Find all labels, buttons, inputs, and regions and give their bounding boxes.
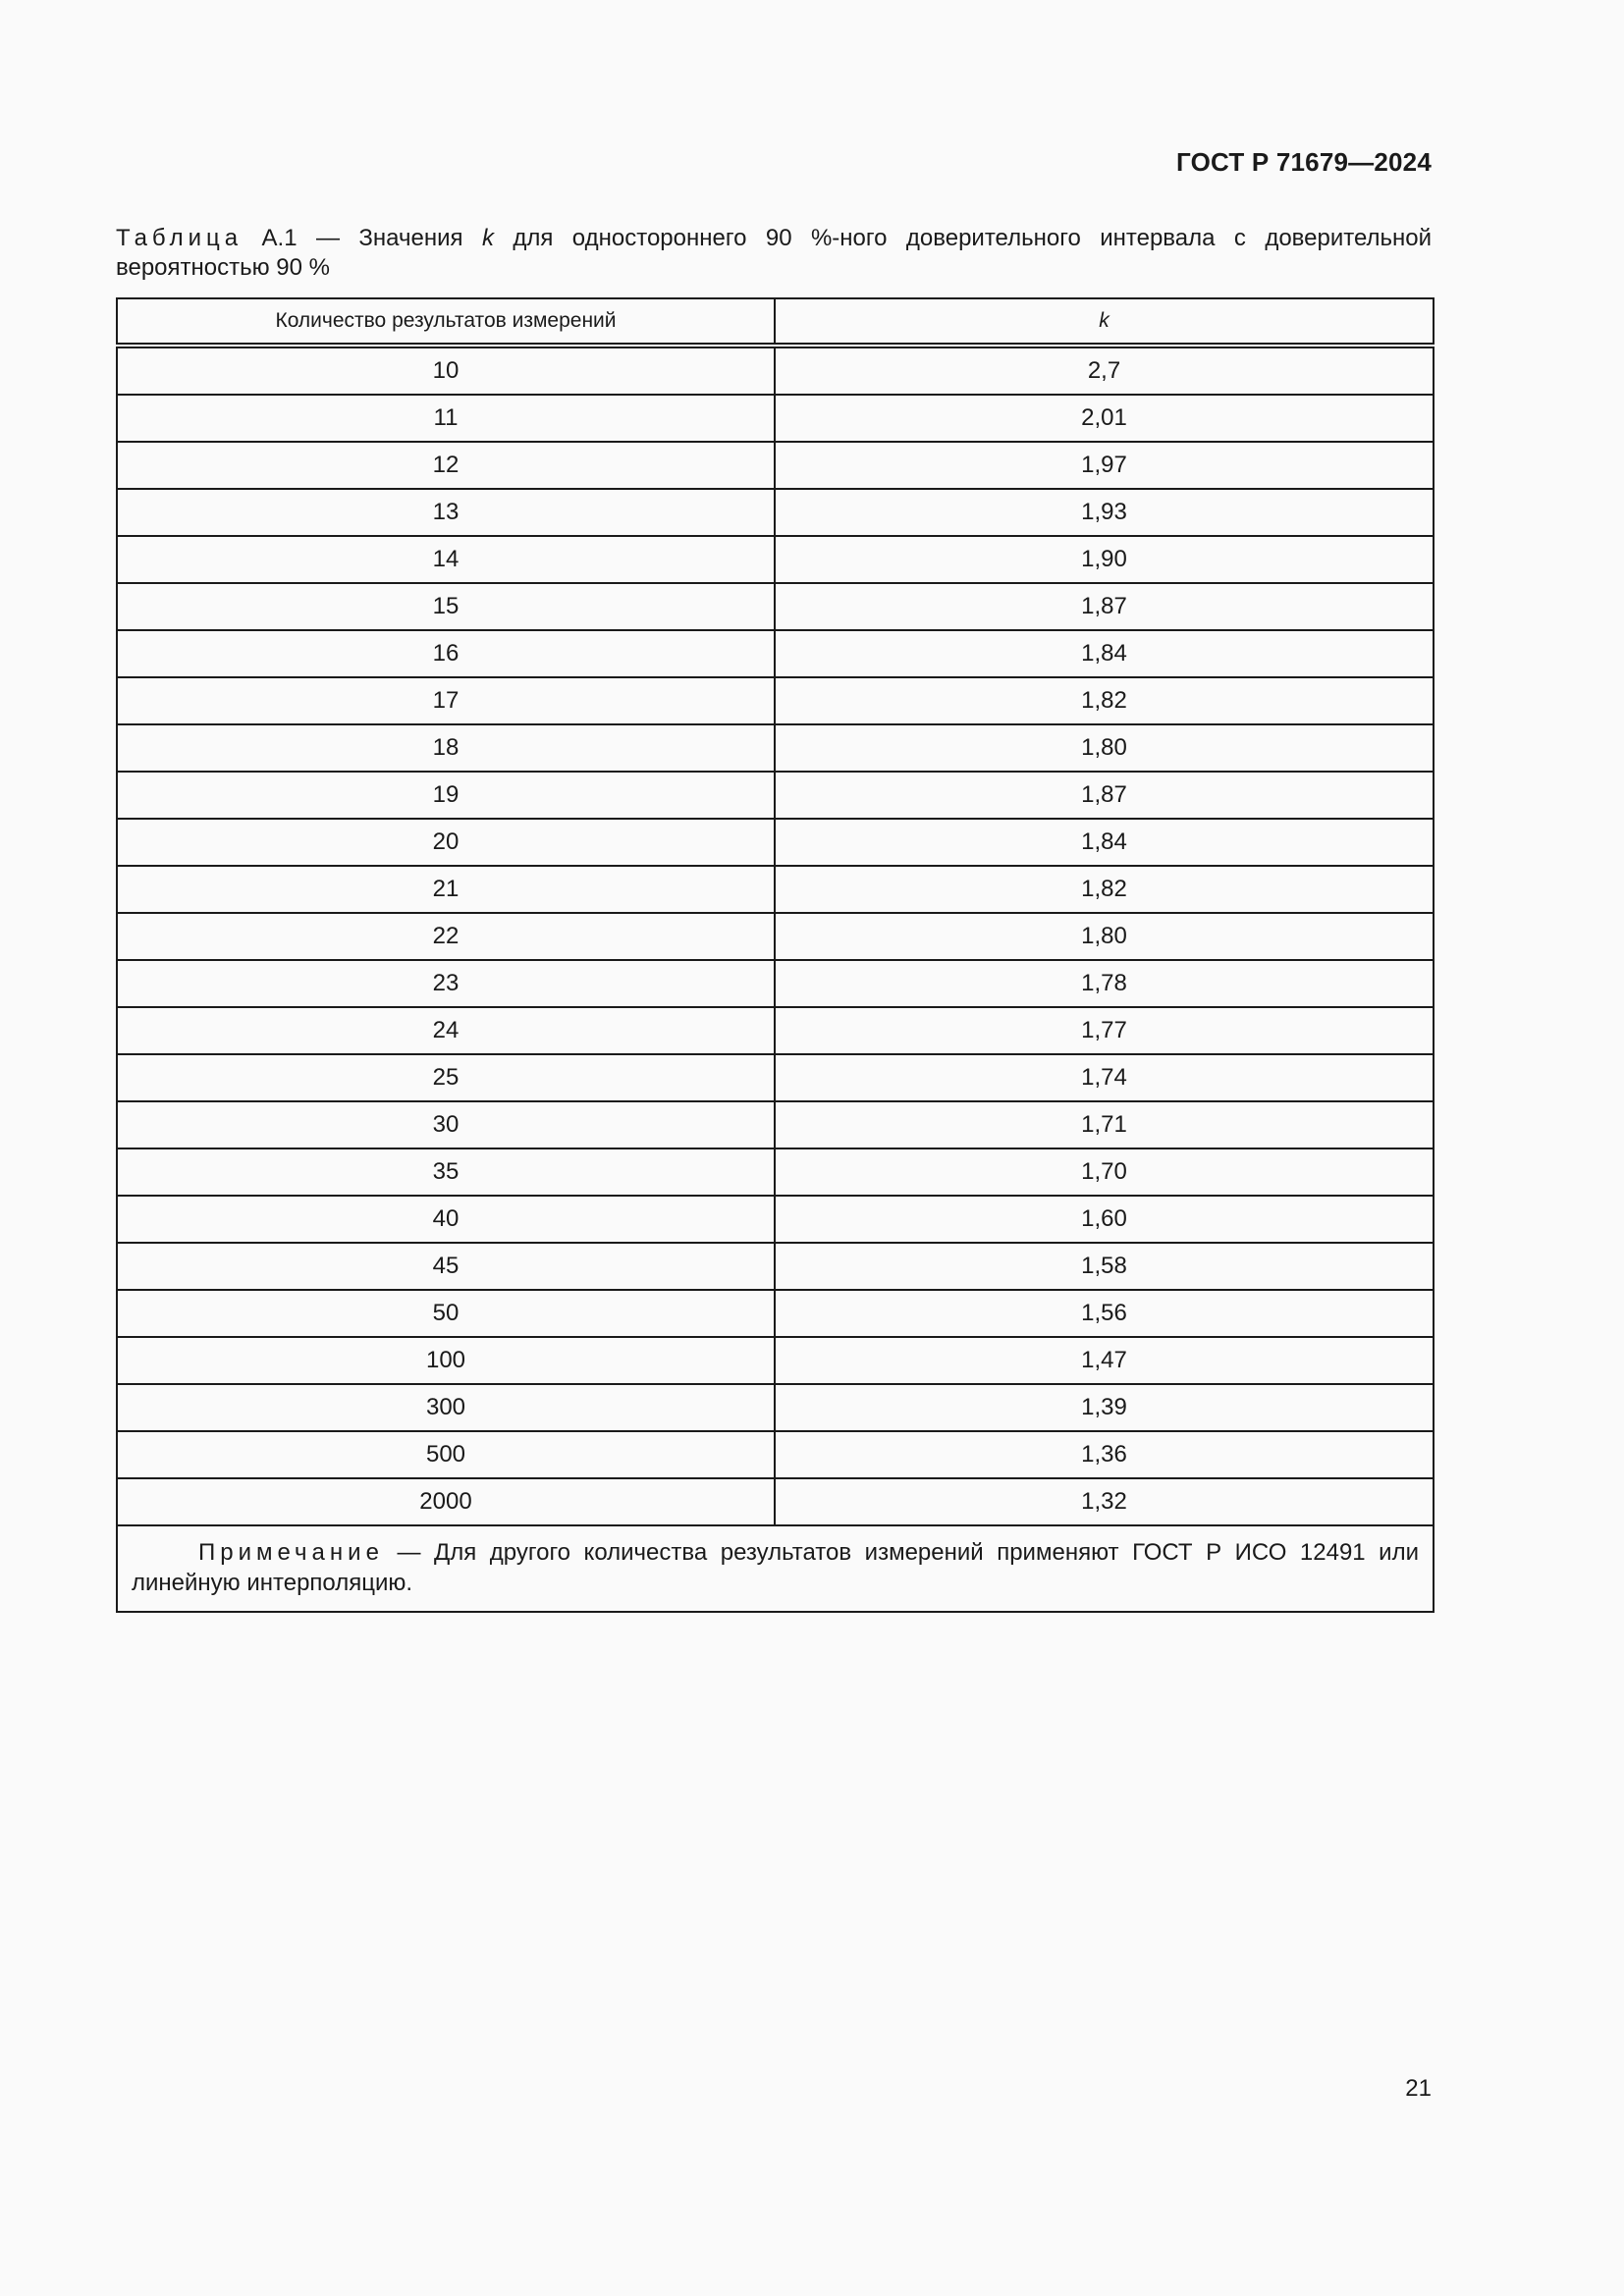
table-row [117,1290,1434,1337]
table-row [117,866,1434,913]
cell-k-value: 1,74 [775,1054,1434,1101]
caption-symbol: k [481,225,494,251]
cell-measurement-count: 19 [117,772,775,819]
cell-k-value: 1,82 [775,677,1434,724]
header-k: k [775,298,1434,346]
cell-k-value: 1,36 [775,1431,1434,1478]
table-row [117,913,1434,960]
table-note-row [117,1525,1434,1612]
table-row [117,630,1434,677]
cell-measurement-count: 35 [117,1148,775,1196]
table-row [117,1337,1434,1384]
page-number: 21 [1405,2075,1432,2102]
table-row [117,1431,1434,1478]
cell-k-value: 1,60 [775,1196,1434,1243]
cell-k-value: 1,77 [775,1007,1434,1054]
table-row [117,346,1434,395]
cell-k-value: 1,58 [775,1243,1434,1290]
table-row [117,1101,1434,1148]
note-text: — Для другого количества результатов измерений применяют ГОСТ Р ИСО 12491 или линейную интерполяцию. [132,1539,1419,1596]
cell-k-value: 1,32 [775,1478,1434,1525]
caption-number: А.1 — Значения [261,225,463,251]
table-row [117,724,1434,772]
table-caption [116,224,1432,283]
cell-k-value: 1,87 [775,583,1434,630]
cell-measurement-count: 500 [117,1431,775,1478]
table-row [117,1478,1434,1525]
cell-measurement-count: 13 [117,489,775,536]
table-row [117,677,1434,724]
cell-measurement-count: 14 [117,536,775,583]
cell-measurement-count: 16 [117,630,775,677]
k-values-table [116,297,1435,1613]
cell-measurement-count: 25 [117,1054,775,1101]
table-row [117,819,1434,866]
cell-k-value: 1,84 [775,630,1434,677]
table-row [117,1054,1434,1101]
cell-measurement-count: 21 [117,866,775,913]
cell-k-value: 1,71 [775,1101,1434,1148]
note-label: Примечание [198,1539,384,1566]
table-row [117,1148,1434,1196]
cell-measurement-count: 15 [117,583,775,630]
table-row [117,536,1434,583]
table-row [117,442,1434,489]
table-row [117,395,1434,442]
table-header-row [117,298,1434,346]
cell-measurement-count: 50 [117,1290,775,1337]
cell-measurement-count: 30 [117,1101,775,1148]
caption-text: для одностороннего 90 %-ного доверительного интервала с доверительной вероятностью 90 % [116,225,1433,281]
cell-k-value: 1,47 [775,1337,1434,1384]
cell-measurement-count: 100 [117,1337,775,1384]
table-row [117,960,1434,1007]
cell-k-value: 1,84 [775,819,1434,866]
table-note [117,1525,1434,1612]
table-row [117,1196,1434,1243]
table-row [117,772,1434,819]
cell-measurement-count: 2000 [117,1478,775,1525]
cell-k-value: 1,82 [775,866,1434,913]
cell-measurement-count: 12 [117,442,775,489]
cell-measurement-count: 22 [117,913,775,960]
cell-k-value: 2,7 [775,346,1434,395]
table-row [117,1384,1434,1431]
cell-k-value: 1,80 [775,724,1434,772]
cell-k-value: 1,97 [775,442,1434,489]
cell-k-value: 1,70 [775,1148,1434,1196]
cell-measurement-count: 45 [117,1243,775,1290]
cell-measurement-count: 17 [117,677,775,724]
cell-k-value: 1,87 [775,772,1434,819]
cell-k-value: 2,01 [775,395,1434,442]
cell-k-value: 1,90 [775,536,1434,583]
cell-measurement-count: 10 [117,346,775,395]
table-body [117,346,1434,1525]
cell-measurement-count: 18 [117,724,775,772]
table-row [117,583,1434,630]
caption-prefix: Таблица [116,225,244,251]
cell-k-value: 1,78 [775,960,1434,1007]
cell-k-value: 1,93 [775,489,1434,536]
cell-measurement-count: 40 [117,1196,775,1243]
table-row [117,1007,1434,1054]
table-row [117,489,1434,536]
cell-measurement-count: 23 [117,960,775,1007]
table-row [117,1243,1434,1290]
cell-measurement-count: 24 [117,1007,775,1054]
cell-k-value: 1,80 [775,913,1434,960]
cell-k-value: 1,56 [775,1290,1434,1337]
cell-measurement-count: 300 [117,1384,775,1431]
header-measurement-count: Количество результатов измерений [117,298,775,346]
cell-measurement-count: 11 [117,395,775,442]
cell-k-value: 1,39 [775,1384,1434,1431]
document-standard-code: ГОСТ Р 71679—2024 [1176,147,1432,177]
cell-measurement-count: 20 [117,819,775,866]
